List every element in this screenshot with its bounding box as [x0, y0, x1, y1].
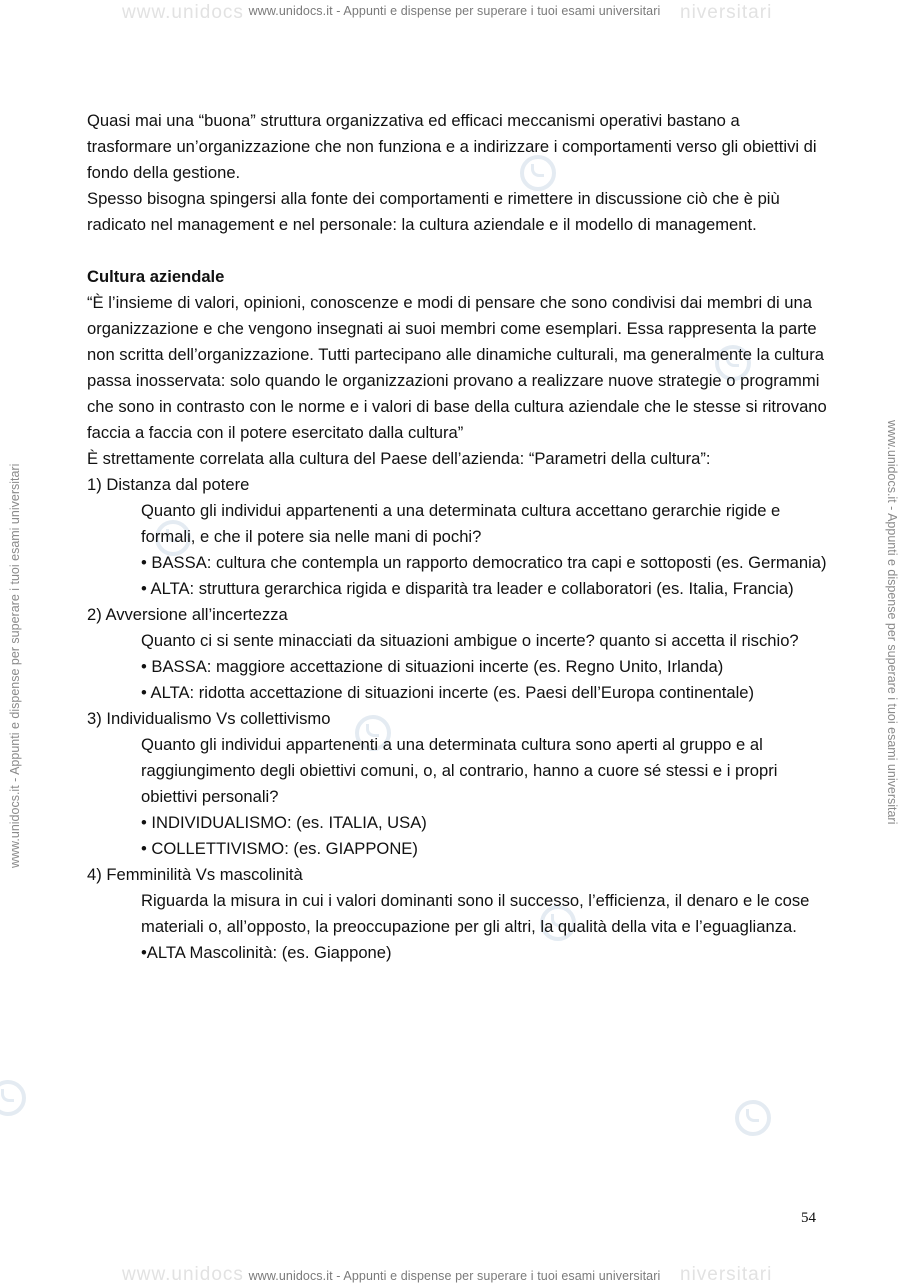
parameter-item: [87, 472, 827, 602]
parameter-question: Quanto gli individui appartenenti a una determinata cultura sono aperti al gruppo e al raggiungimento degli obiettivi comuni, o, al contrario, hanno a cuore sé stessi e i propri obiettivi personali?: [141, 735, 778, 806]
parameter-question: Quanto gli individui appartenenti a una determinata cultura accettano gerarchie rigide e formali, e che il potere sia nelle mani di pochi?: [141, 501, 781, 546]
parameter-bullet: • BASSA: maggiore accettazione di situazioni incerte (es. Regno Unito, Irlanda): [141, 657, 724, 676]
watermark-side-right: www.unidocs.it - Appunti e dispense per superare i tuoi esami universitari: [885, 420, 899, 825]
parameter-title: 1) Distanza dal potere: [87, 475, 250, 494]
watermark-ghost-right-footer: niversitari: [680, 1264, 773, 1285]
correlation-text: È strettamente correlata alla cultura del Paese dell’azienda: “Parametri della cultura”:: [87, 449, 711, 468]
watermark-header: www.unidocs.it - Appunti e dispense per superare i tuoi esami universitari: [248, 4, 661, 18]
definition-quote: “È l’insieme di valori, opinioni, conoscenze e modi di pensare che sono condivisi dai membri di una organizzazione e che vengono insegnati ai suoi membri come esemplari. Essa rappresenta la parte non scritta dell’organizzazione. Tutti partecipano alle dinamiche culturali, ma generalmente la cultura passa inosservata: solo quando le organizzazioni provano a realizzare nuove strategie o programmi che sono in contrasto con le norme e i valori di base della cultura aziendale che le stesse si ritrovano faccia a faccia con il potere esercitato dalla cultura”: [87, 293, 827, 442]
parameter-bullet: • ALTA: ridotta accettazione di situazioni incerte (es. Paesi dell’Europa continentale): [141, 683, 755, 702]
watermark-ghost-right: niversitari: [680, 2, 773, 23]
page-number: 54: [801, 1210, 816, 1226]
parameter-question: Riguarda la misura in cui i valori dominanti sono il successo, l’efficienza, il denaro e le cose materiali o, all’opposto, la preoccupazione per gli altri, la qualità della vita e l’eguaglianza.: [141, 891, 810, 936]
watermark-footer: www.unidocs.it - Appunti e dispense per superare i tuoi esami universitari: [248, 1269, 661, 1283]
intro-paragraph: Spesso bisogna spingersi alla fonte dei comportamenti e rimettere in discussione ciò che è più radicato nel management e nel personale: la cultura aziendale e il modello di management.: [87, 189, 780, 234]
parameter-question: Quanto ci si sente minacciati da situazioni ambigue o incerte? quanto si accetta il rischio?: [141, 631, 799, 650]
watermark-logo-icon: [0, 1080, 26, 1116]
parameter-title: 4) Femminilità Vs mascolinità: [87, 865, 303, 884]
watermark-ghost-left: www.unidocs: [122, 2, 244, 23]
watermark-ghost-left-footer: www.unidocs: [122, 1264, 244, 1285]
parameter-bullet: • COLLETTIVISMO: (es. GIAPPONE): [141, 839, 418, 858]
parameter-title: 3) Individualismo Vs collettivismo: [87, 709, 331, 728]
section-heading: Cultura aziendale: [87, 267, 225, 286]
parameter-item: [87, 862, 827, 966]
parameter-bullet: • BASSA: cultura che contempla un rapporto democratico tra capi e sottoposti (es. Germania): [141, 553, 827, 572]
parameter-list: [87, 472, 827, 966]
parameter-bullet: • INDIVIDUALISMO: (es. ITALIA, USA): [141, 813, 427, 832]
watermark-logo-icon: [735, 1100, 771, 1136]
parameter-item: [87, 602, 827, 706]
intro-paragraph: Quasi mai una “buona” struttura organizzativa ed efficaci meccanismi operativi bastano a trasformare un’organizzazione che non funziona e a indirizzare i comportamenti verso gli obiettivi di fondo della gestione.: [87, 111, 817, 182]
document-body: [87, 108, 827, 966]
parameter-bullet: •ALTA Mascolinità: (es. Giappone): [141, 943, 392, 962]
parameter-bullet: • ALTA: struttura gerarchica rigida e disparità tra leader e collaboratori (es. Italia, Francia): [141, 579, 794, 598]
watermark-side-left: www.unidocs.it - Appunti e dispense per superare i tuoi esami universitari: [8, 463, 22, 868]
parameter-title: 2) Avversione all’incertezza: [87, 605, 288, 624]
parameter-item: [87, 706, 827, 862]
